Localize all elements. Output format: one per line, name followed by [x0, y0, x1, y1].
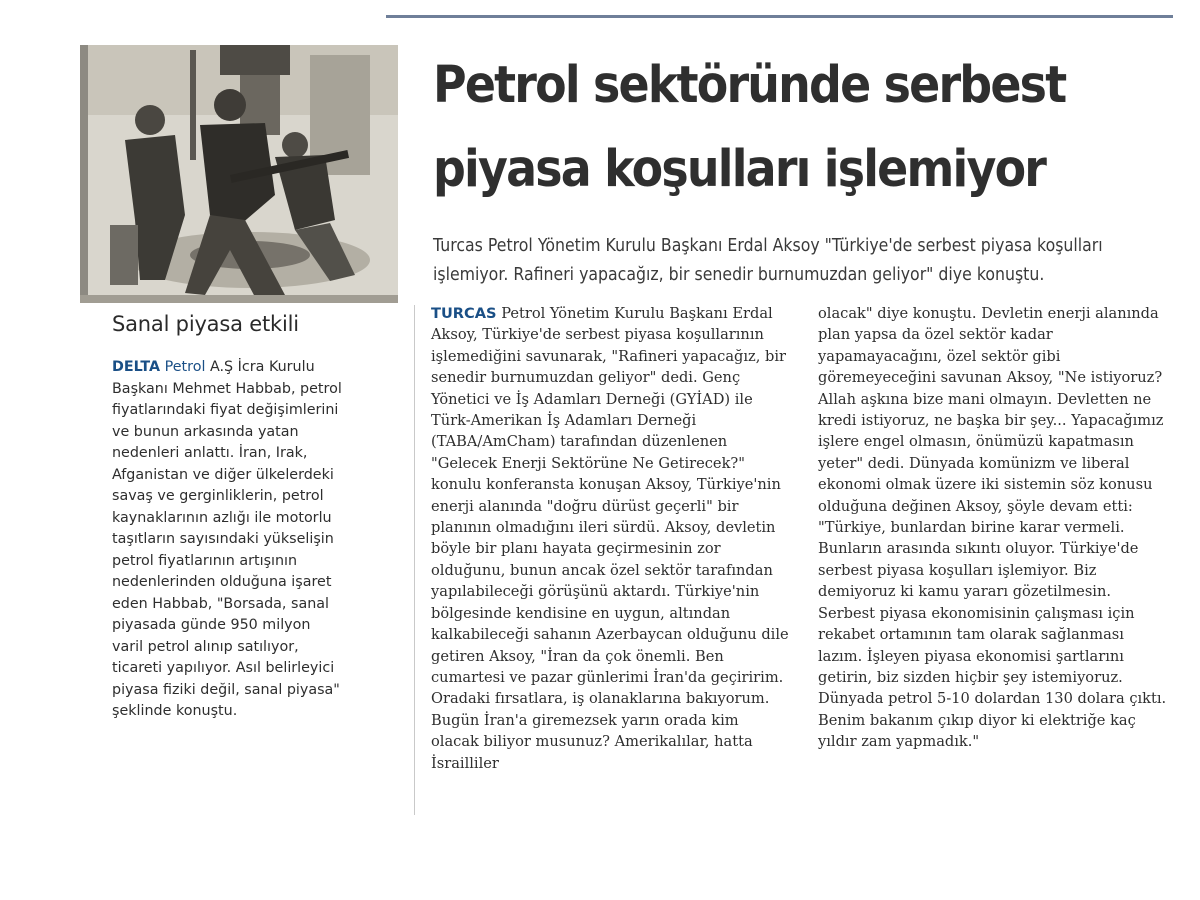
sidebar-body	[112, 357, 344, 723]
top-rule	[386, 15, 1173, 18]
article-column-2: olacak" diye konuştu. Devletin enerji alanında plan yapsa da özel sektör kadar yapamayacağını, özel sektör gibi göremeyeceğini savunan Aksoy, "Ne istiyoruz? Allah aşkına bize mani olmayın. Devletten ne kredi istiyoruz, ne başka bir şey... Yapacağımız işlere engel olmasın, önümüzü kapatmasın yeter" dedi. Dünyada komünizm ve liberal ekonomi olmak üzere iki sistemin söz konusu olduğuna değinen Aksoy, şöyle devam etti: "Türkiye, bunlardan birine karar vermeli. Bunların arasında sıkıntı oluyor. Türkiye'de serbest piyasa koşulları işlemiyor. Biz demiyoruz ki kamu yararı gözetilmesin. Serbest piyasa ekonomisinin çalışması için rekabet ortamının tam olarak sağlanması lazım. İşleyen piyasa ekonomisi şartlarını getirin, biz sizden hiçbir şey istemiyoruz. Dünyada petrol 5-10 dolardan 130 dolara çıktı. Benim bakanım çıkıp diyor ki elektriğe kaç yıldır zam yapmadık."	[818, 305, 1167, 751]
sidebar-body-text: A.Ş İcra Kurulu Başkanı Mehmet Habbab, petrol fiyatlarındaki fiyat değişimlerini ve bunun arkasında yatan nedenleri anlattı. İran, Irak, Afganistan ve diğer ülkelerdeki savaş ve gerginliklerin, petrol kaynaklarının azlığı ile motorlu taşıtların sayısındaki yükselişin petrol fiyatlarının artışının nedenlerinden olduğuna işaret eden Habbab, "Borsada, sanal piyasada günde 950 milyon varil petrol alınıp satılıyor, ticareti yapılıyor. Asıl belirleyici piyasa fiziki değil, sanal piyasa" şeklinde konuştu.	[112, 359, 342, 719]
oil-workers-photo	[80, 45, 398, 303]
article-column-1	[431, 303, 791, 774]
article-column-1-text: Petrol Yönetim Kurulu Başkanı Erdal Aksoy, Türkiye'de serbest piyasa koşullarının işlemediğini savunarak, "Rafineri yapacağız, bir senedir burnumuzdan geliyor" dedi. Genç Yönetici ve İş Adamları Derneği (GYİAD) ile Türk-Amerikan İş Adamları Derneği (TABA/AmCham) tarafından düzenlenen "Gelecek Enerji Sektörüne Ne Getirecek?" konulu konferansta konuşan Aksoy, Türkiye'nin enerji alanında "doğru dürüst geçerli" bir planının olmadığını ileri sürdü. Aksoy, devletin böyle bir planı hayata geçirmesinin zor olduğunu, bunun ancak özel sektör tarafından yapılabileceği görüşünü aktardı. Türkiye'nin bölgesinde kendisine en uygun, altından kalkabileceği sahanın Azerbaycan olduğunu dile getiren Aksoy, "İran da çok önemli. Ben cumartesi ve pazar günlerimi İran'da geçiririm. Oradaki fırsatlara, iş olanaklarına bakıyorum. Bugün İran'a giremezsek yarın orada kim olacak biliyor musunuz? Amerikalılar, hatta İsrailliler	[431, 305, 789, 772]
sidebar-title: Sanal piyasa etkili	[112, 312, 299, 336]
article-lead-word: TURCAS	[431, 305, 497, 322]
headline: Petrol sektöründe serbest piyasa koşulları işlemiyor	[433, 56, 1066, 199]
sidebar-lead-word: DELTA	[112, 359, 161, 375]
sidebar-lead-word-2: Petrol	[164, 359, 206, 375]
deck-summary: Turcas Petrol Yönetim Kurulu Başkanı Erdal Aksoy "Türkiye'de serbest piyasa koşulları işlemiyor. Rafineri yapacağız, bir senedir burnumuzdan geliyor" diye konuştu.	[433, 236, 1103, 285]
column-divider	[414, 305, 415, 815]
